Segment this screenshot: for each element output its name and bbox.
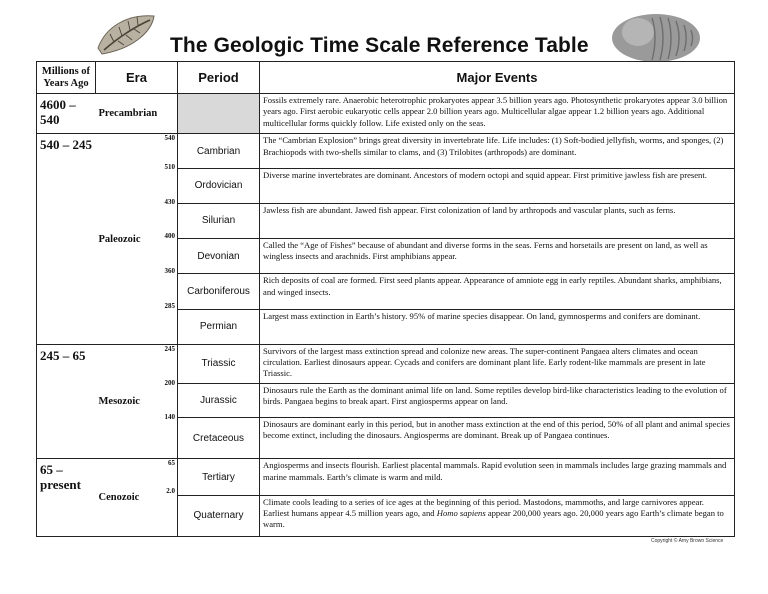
- page-title: The Geologic Time Scale Reference Table: [170, 34, 589, 57]
- header-mya: Millions of Years Ago: [37, 62, 96, 94]
- era-name: Precambrian: [96, 94, 178, 134]
- era-mya: 4600 – 540: [37, 94, 96, 134]
- tick-label: 2.0: [166, 487, 175, 496]
- tick-label: 140: [164, 412, 175, 421]
- era-cell-paleozoic: [96, 134, 178, 344]
- period-blank: [178, 94, 260, 134]
- era-mya: 245 – 65: [37, 344, 96, 459]
- tick-column: [152, 459, 176, 536]
- events-cell: Jawless fish are abundant. Jawed fish appear. First colonization of land by arthropods and vascular plants, such as ferns.: [260, 203, 735, 238]
- tick-label: 245: [164, 344, 175, 353]
- events-cell: Dinosaurs rule the Earth as the dominant animal life on land. Some reptiles develop bird-like characteristics leading to the evolution of birds. Pangaea begins to break apart. First angiosperms appear on land.: [260, 383, 735, 417]
- copyright-text: Copyright © Amy Brown Science: [651, 538, 724, 544]
- period-name: Ordovician: [178, 168, 260, 203]
- era-mya: 65 – present: [37, 459, 96, 537]
- events-cell: Called the “Age of Fishes” because of abundant and diverse forms in the seas. Ferns and horsetails are present on land, as well as wingless insects and arachnids. First amphibians appear.: [260, 239, 735, 274]
- events-cell: Survivors of the largest mass extinction spread and colonize new areas. The super-continent Pangaea alters climates and ocean circulation. Earliest dinosaurs appear. Cycads and conifers are dominant plant life. Early rodent-like mammals are present in late Triassic.: [260, 344, 735, 383]
- tick-label: 65: [168, 459, 175, 468]
- period-name: Silurian: [178, 203, 260, 238]
- events-cell: Fossils extremely rare. Anaerobic heterotrophic prokaryotes appear 3.5 billion years ago. Photosynthetic prokaryotes appear 3.0 billion years ago. First aerobic eukaryotic cells appear 2.0 billion years ago. Multicellular algae appear 1.2 billion years ago. Additional multicellular forms quickly follow. Life existed only on the seas.: [260, 94, 735, 134]
- table-row: [37, 134, 735, 168]
- era-name: Cenozoic: [98, 492, 140, 504]
- period-name: Cambrian: [178, 134, 260, 168]
- events-text: appear 200,000 years ago. 20,000 years ago Earth’s climate began to warm.: [263, 507, 724, 530]
- table-row: [37, 94, 735, 134]
- events-text: Climate cools leading to a series of ice ages at the beginning of this period. Mastodons, mammoths, and large carnivores appear. Earliest humans appear 4.5 million years ago, and: [263, 496, 704, 518]
- period-name: Cretaceous: [178, 418, 260, 459]
- tick-label: 510: [164, 163, 175, 172]
- period-name: Jurassic: [178, 383, 260, 417]
- events-emphasis: Homo sapiens: [436, 507, 486, 518]
- tick-label: 430: [164, 198, 175, 207]
- events-cell: Diverse marine invertebrates are dominant. Ancestors of modern octopi and squid appear. First primitive jawless fish are present.: [260, 168, 735, 203]
- period-name: Triassic: [178, 344, 260, 383]
- period-name: Devonian: [178, 239, 260, 274]
- events-cell: Rich deposits of coal are formed. First seed plants appear. Appearance of amniote egg in early reptiles. Abundant sharks, amphibians, and winged insects.: [260, 274, 735, 309]
- trilobite-fossil-icon: [608, 10, 704, 66]
- events-cell: Angiosperms and insects flourish. Earliest placental mammals. Rapid evolution seen in mammals includes large grazing mammals and marine mammals. Earth’s climate is warm and mild.: [260, 459, 735, 495]
- tick-label: 540: [164, 134, 175, 143]
- tick-label: 200: [164, 378, 175, 387]
- era-cell-cenozoic: [96, 459, 178, 537]
- events-cell: The “Cambrian Explosion” brings great diversity in invertebrate life. Life includes: (1) Soft-bodied jellyfish, worms, and sponges, (2) Brachiopods with two-shells similar to clams, and (3) Trilobites (arthropods) are dominant.: [260, 134, 735, 168]
- period-name: Tertiary: [178, 459, 260, 495]
- header-era: Era: [96, 62, 178, 94]
- geologic-time-table: [36, 61, 734, 537]
- tick-label: 360: [164, 267, 175, 276]
- header-period: Period: [178, 62, 260, 94]
- table-row: [37, 459, 735, 495]
- header-events: Major Events: [260, 62, 735, 94]
- era-name: Mesozoic: [98, 396, 140, 408]
- era-name: Paleozoic: [98, 233, 141, 245]
- era-cell-mesozoic: [96, 344, 178, 459]
- fern-fossil-icon: [92, 8, 162, 56]
- tick-label: 285: [164, 302, 175, 311]
- table-row: [37, 344, 735, 383]
- period-name: Permian: [178, 309, 260, 344]
- period-name: Quaternary: [178, 495, 260, 536]
- era-mya: 540 – 245: [37, 134, 96, 344]
- period-name: Carboniferous: [178, 274, 260, 309]
- events-cell: Dinosaurs are dominant early in this period, but in another mass extinction at the end of this period, 50% of all plant and animal species become extinct, including the dinosaurs. Angiosperms are dominant. Break up of Pangaea continues.: [260, 418, 735, 459]
- tick-column: [152, 345, 176, 459]
- events-cell: Largest mass extinction in Earth’s history. 95% of marine species disappear. On land, gymnosperms and conifers are dominant.: [260, 309, 735, 344]
- tick-label: 400: [164, 232, 175, 241]
- tick-column: [152, 134, 176, 343]
- events-cell: [260, 495, 735, 536]
